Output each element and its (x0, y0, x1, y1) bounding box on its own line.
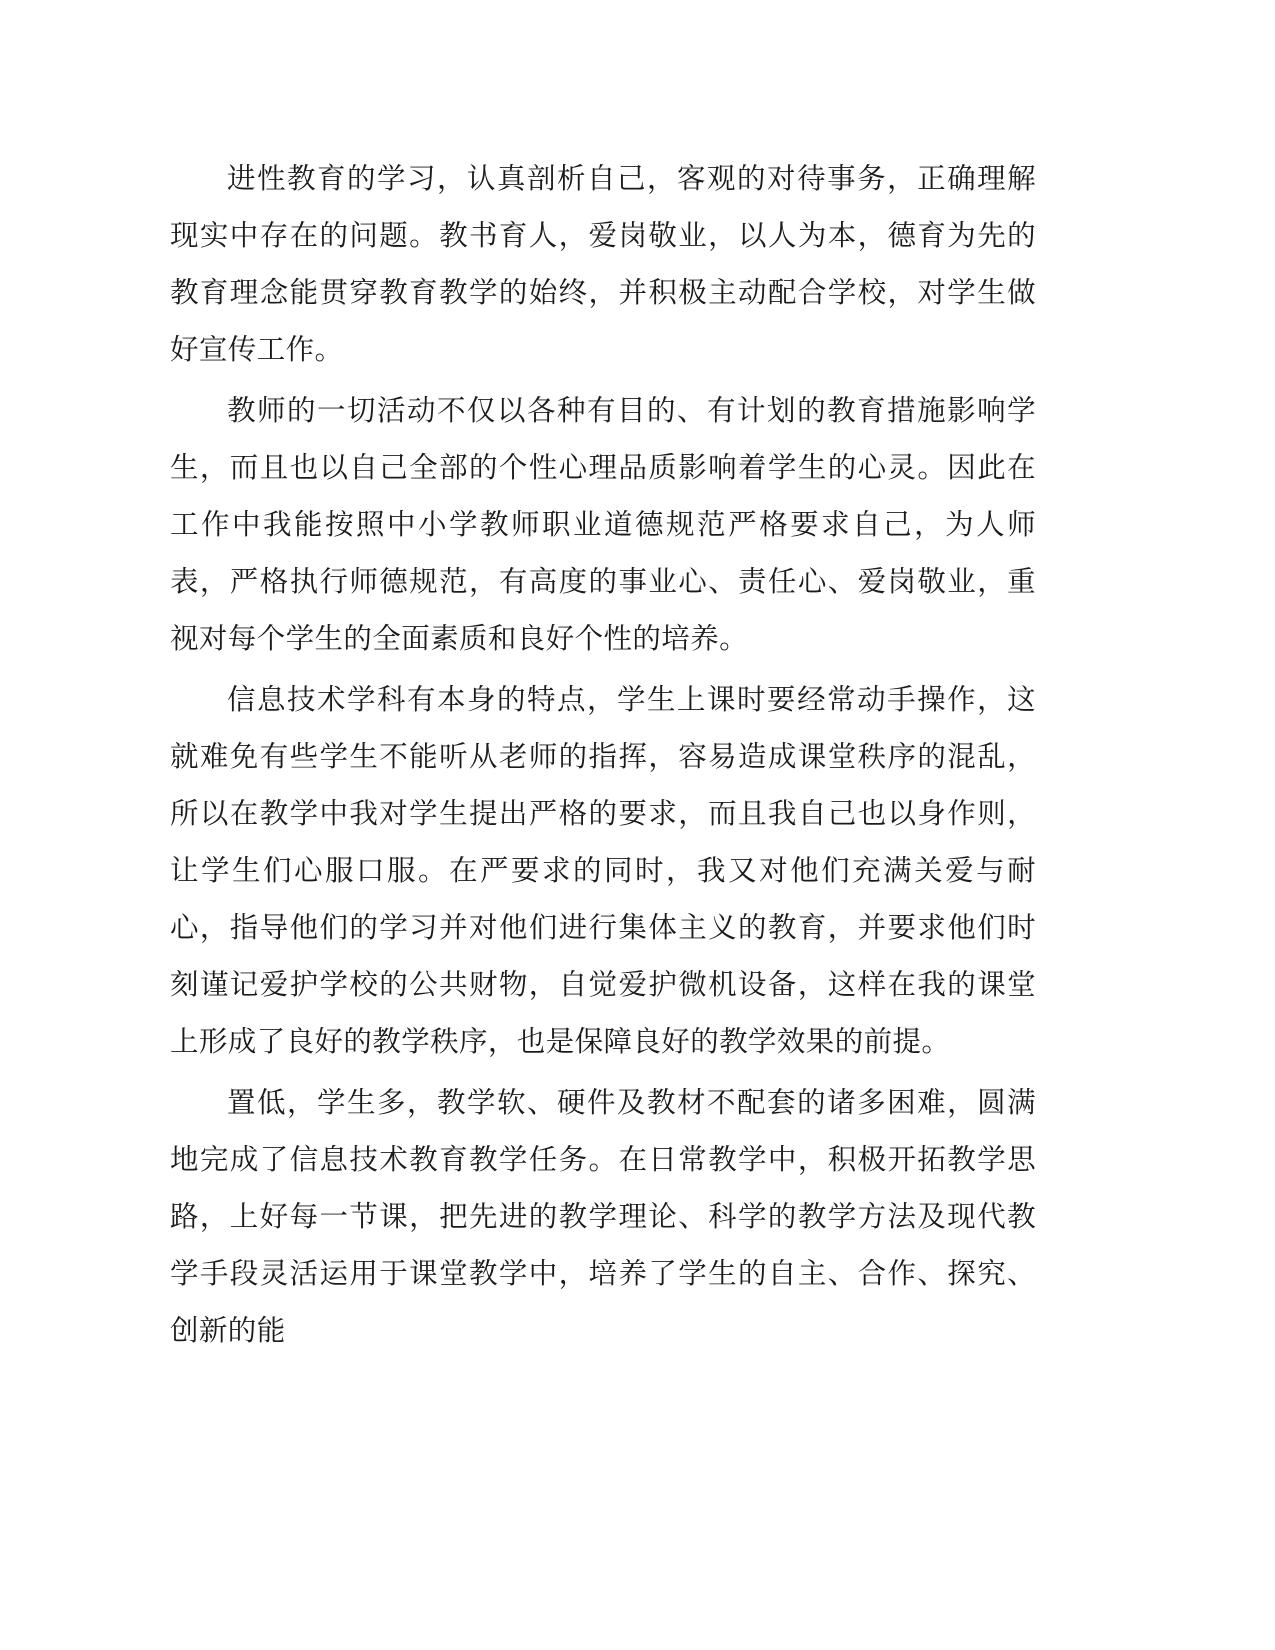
document-body (170, 150, 1036, 1363)
paragraph-2: 教师的一切活动不仅以各种有目的、有计划的教育措施影响学生，而且也以自己全部的个性心理品质影响着学生的心灵。因此在工作中我能按照中小学教师职业道德规范严格要求自己，为人师表，严格执行师德规范，有高度的事业心、责任心、爱岗敬业，重视对每个学生的全面素质和良好个性的培养。 (170, 394, 1036, 655)
paragraph-1: 进性教育的学习，认真剖析自己，客观的对待事务，正确理解现实中存在的问题。教书育人，爱岗敬业，以人为本，德育为先的教育理念能贯穿教育教学的始终，并积极主动配合学校，对学生做好宣传工作。 (170, 162, 1036, 366)
paragraph-4: 置低，学生多，教学软、硬件及教材不配套的诸多困难，圆满地完成了信息技术教育教学任务。在日常教学中，积极开拓教学思路，上好每一节课，把先进的教学理论、科学的教学方法及现代教学手段灵活运用于课堂教学中，培养了学生的自主、合作、探究、创新的能 (170, 1086, 1036, 1347)
paragraph-3: 信息技术学科有本身的特点，学生上课时要经常动手操作，这就难免有些学生不能听从老师的指挥，容易造成课堂秩序的混乱，所以在教学中我对学生提出严格的要求，而且我自己也以身作则，让学生们心服口服。在严要求的同时，我又对他们充满关爱与耐心，指导他们的学习并对他们进行集体主义的教育，并要求他们时刻谨记爱护学校的公共财物，自觉爱护微机设备，这样在我的课堂上形成了良好的教学秩序，也是保障良好的教学效果的前提。 (170, 683, 1036, 1058)
